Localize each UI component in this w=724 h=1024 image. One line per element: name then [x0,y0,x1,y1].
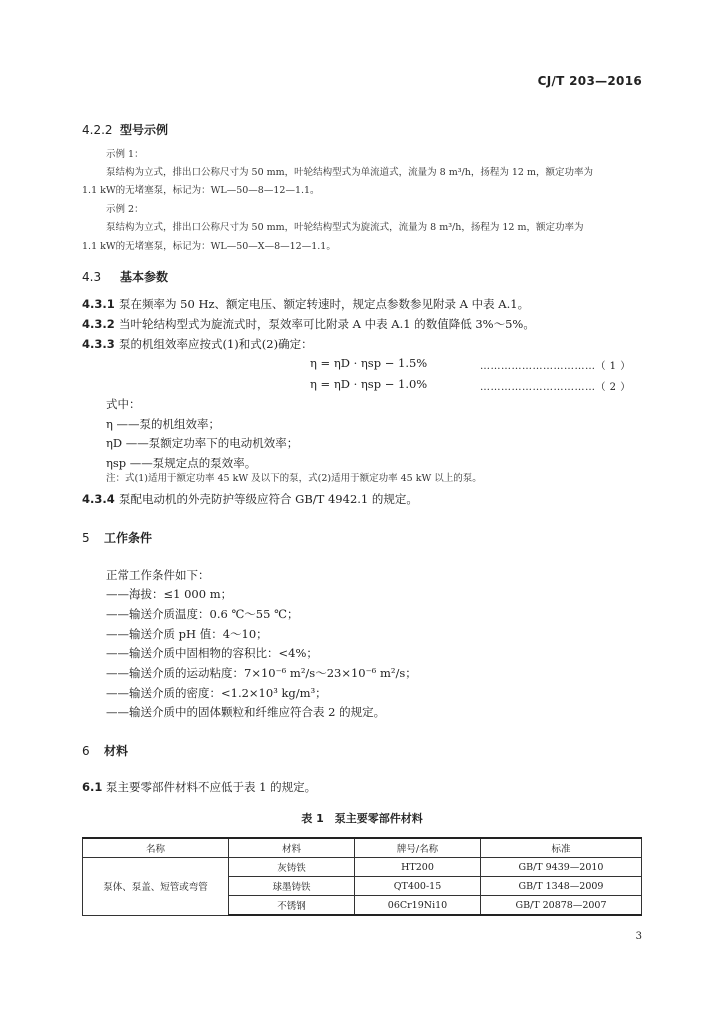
clause-6-1 [82,779,316,795]
table-cell: 灰铸铁 [229,858,355,877]
column-header: 标准 [481,838,642,858]
table-cell: HT200 [355,858,481,877]
equation-1: η = ηD · ηsp − 1.5% [310,356,428,370]
section-number: 4.2.2 [82,123,113,137]
page-number: 3 [635,931,642,942]
example2-line1: 泵结构为立式，排出口公称尺寸为 50 mm，叶轮结构型式为旋流式，流量为 8 m³/h，扬程为 12 m，额定功率为 [106,222,584,233]
table-row [83,858,642,877]
section-number: 5 [82,531,90,545]
column-header: 名称 [83,838,229,858]
example1-line2: 1.1 kW的无堵塞泵，标记为：WL—50—8—12—1.1。 [82,185,320,196]
example1-line1: 泵结构为立式，排出口公称尺寸为 50 mm，叶轮结构型式为单流道式，流量为 8 m³/h，扬程为 12 m，额定功率为 [106,167,594,178]
conditions-intro: 正常工作条件如下： [106,568,210,582]
clause-4-3-3 [82,336,313,352]
condition-item: ——输送介质的运动粘度：7×10⁻⁶ m²/s～23×10⁻⁶ m²/s； [106,666,417,680]
section-title: 工作条件 [104,531,153,545]
table-cell: GB/T 9439—2010 [481,858,642,877]
section-title: 型号示例 [120,123,169,137]
section-6-heading [82,742,128,759]
clause-number: 4.3.1 [82,297,115,311]
condition-item: ——输送介质 pH 值：4～10； [106,627,268,641]
condition-item: ——输送介质的密度：<1.2×10³ kg/m³； [106,686,327,700]
equation-2: η = ηD · ηsp − 1.0% [310,377,428,391]
table-cell: GB/T 20878—2007 [481,896,642,916]
materials-table [82,837,642,916]
clause-number: 4.3.2 [82,317,115,331]
section-number: 4.3 [82,270,102,284]
part-name-cell: 泵体、泵盖、短管或弯管 [83,858,229,916]
standard-code: CJ/T 203—2016 [537,74,642,88]
table-caption: 表 1 泵主要零部件材料 [301,812,423,825]
clause-4-3-2 [82,316,535,332]
table-header-row [83,838,642,858]
clause-text: 泵在频率为 50 Hz、额定电压、额定转速时，规定点参数参见附录 A 中表 A.1。 [119,297,530,311]
clause-4-3-4 [82,491,418,507]
where-label: 式中： [106,397,141,411]
equation-2-number: ……………………………（ 2 ） [480,382,631,393]
definition-eta-sp: ηsp ——泵规定点的泵效率。 [106,456,257,470]
example2-line2: 1.1 kW的无堵塞泵，标记为：WL—50—X—8—12—1.1。 [82,241,336,252]
condition-item: ——输送介质温度：0.6 ℃～55 ℃； [106,607,299,621]
table-cell: 06Cr19Ni10 [355,896,481,916]
section-4-2-2-heading [82,121,168,138]
column-header: 牌号/名称 [355,838,481,858]
table-cell: GB/T 1348—2009 [481,877,642,896]
clause-number: 4.3.3 [82,337,115,351]
condition-item: ——输送介质中的固体颗粒和纤维应符合表 2 的规定。 [106,705,386,719]
table-cell: 球墨铸铁 [229,877,355,896]
clause-text: 泵主要零部件材料不应低于表 1 的规定。 [106,780,317,794]
clause-number: 4.3.4 [82,492,115,506]
clause-text: 泵配电动机的外壳防护等级应符合 GB/T 4942.1 的规定。 [119,492,418,506]
condition-item: ——输送介质中固相物的容积比：<4%； [106,646,318,660]
definition-eta-d: ηD ——泵额定功率下的电动机效率； [106,436,299,450]
clause-text: 泵的机组效率应按式(1)和式(2)确定： [119,337,313,351]
section-number: 6 [82,744,90,758]
clause-4-3-1 [82,296,529,312]
section-5-heading [82,529,152,546]
clause-text: 当叶轮结构型式为旋流式时，泵效率可比附录 A 中表 A.1 的数值降低 3%～5%。 [119,317,535,331]
section-title: 基本参数 [120,270,169,284]
condition-item: ——海拔：≤1 000 m； [106,587,233,601]
section-title: 材料 [104,744,129,758]
equation-note: 注：式(1)适用于额定功率 45 kW 及以下的泵，式(2)适用于额定功率 45 kW 以上的泵。 [106,473,482,484]
table-cell: QT400-15 [355,877,481,896]
equation-1-number: ……………………………（ 1 ） [480,361,631,372]
section-4-3-heading [82,268,168,285]
example1-label: 示例 1： [106,149,144,160]
table-cell: 不锈钢 [229,896,355,916]
example2-label: 示例 2： [106,204,144,215]
clause-number: 6.1 [82,780,103,794]
definition-eta: η ——泵的机组效率； [106,417,221,431]
column-header: 材料 [229,838,355,858]
